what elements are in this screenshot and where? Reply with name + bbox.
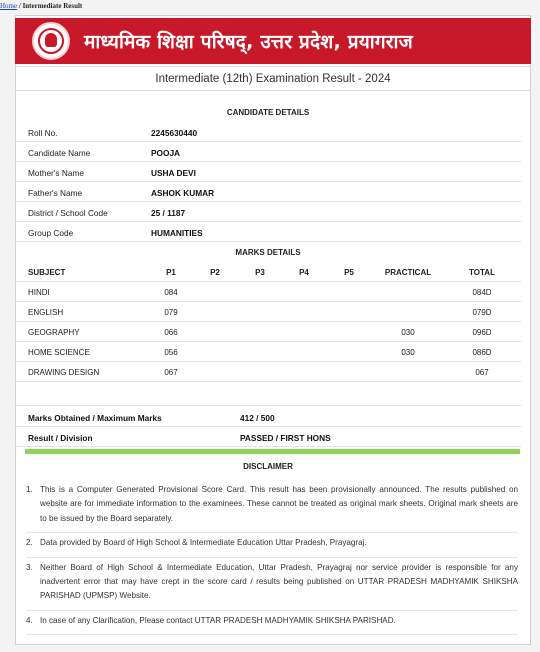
mark-p1: 066 xyxy=(164,328,178,337)
subject-name: DRAWING DESIGN xyxy=(28,368,100,377)
disclaimer-text: This is a Computer Generated Provisional Score Card. This result has been provisionally announced. The results published on website are for immediate information to the examinees. These cannot be treated as original mark sheets. Original mark sheets are to be issued by the Board separately. xyxy=(40,485,518,523)
disclaimer-heading: DISCLAIMER xyxy=(243,462,293,471)
disclaimer-text: In case of any Clarification, Please contact UTTAR PRADESH MADHYAMIK SHIKSHA PARISHAD. xyxy=(40,615,396,625)
disclaimer-text: Data provided by Board of High School & Intermediate Education Uttar Pradesh, Prayagraj. xyxy=(40,538,367,548)
breadcrumb xyxy=(0,2,82,10)
board-header-banner xyxy=(15,18,531,64)
disclaimer-text: Neither Board of High School & Intermediate Education, Uttar Pradesh, Prayagraj nor service provider is responsible for any inadvertent error that may have crept in the score card / results being published on UTTAR PRADESH MADHYAMIK SHIKSHA PARISHAD (UPMSP) Website. xyxy=(40,562,518,601)
col-header-subject: SUBJECT xyxy=(28,268,66,277)
disclaimer-number: 2. xyxy=(26,538,33,548)
col-header-total: TOTAL xyxy=(469,268,495,277)
field-label: Group Code xyxy=(28,228,74,238)
mark-total: 067 xyxy=(475,368,489,377)
breadcrumb-current: Intermediate Result xyxy=(22,2,83,10)
field-value: HUMANITIES xyxy=(151,228,203,238)
divider-bar xyxy=(25,449,520,454)
mark-p1: 079 xyxy=(164,308,178,317)
mark-total: 086D xyxy=(472,348,492,357)
candidate-row-name xyxy=(15,142,521,162)
marks-row-hindi xyxy=(15,282,521,302)
disclaimer-item xyxy=(26,613,518,635)
field-value: 2245630440 xyxy=(151,128,198,138)
mark-practical: 030 xyxy=(401,348,415,357)
marks-obtained-value: 412 / 500 xyxy=(240,413,275,423)
subject-name: HINDI xyxy=(28,288,50,297)
field-label: Candidate Name xyxy=(28,148,91,158)
marks-row-geography xyxy=(15,322,521,342)
disclaimer-number: 4. xyxy=(26,615,33,625)
board-seal-logo xyxy=(32,22,70,60)
disclaimer-item xyxy=(26,482,518,533)
disclaimer-item xyxy=(26,560,518,611)
field-value: POOJA xyxy=(151,148,181,158)
candidate-row-father xyxy=(15,182,521,202)
disclaimer-number: 1. xyxy=(26,485,33,494)
field-label: Mother's Name xyxy=(28,168,84,178)
col-header-p5: P5 xyxy=(344,268,354,277)
col-header-p4: P4 xyxy=(299,268,309,277)
marks-row-home-science xyxy=(15,342,521,362)
breadcrumb-separator: / xyxy=(17,2,23,10)
col-header-p1: P1 xyxy=(166,268,176,277)
subject-name: HOME SCIENCE xyxy=(28,348,90,357)
marks-details-heading: MARKS DETAILS xyxy=(235,248,301,257)
result-division-value: PASSED / FIRST HONS xyxy=(240,433,331,443)
disclaimer-item xyxy=(26,535,518,557)
mark-p1: 084 xyxy=(164,288,178,297)
candidate-row-roll-no xyxy=(15,122,521,142)
col-header-p2: P2 xyxy=(210,268,220,277)
marks-obtained-label: Marks Obtained / Maximum Marks xyxy=(28,413,162,423)
mark-p1: 056 xyxy=(164,348,178,357)
field-label: Roll No. xyxy=(28,128,58,138)
field-value: ASHOK KUMAR xyxy=(151,188,215,198)
marks-row-drawing-design xyxy=(15,362,521,382)
field-label: Father's Name xyxy=(28,188,83,198)
board-title: माध्यमिक शिक्षा परिषद्, उत्तर प्रदेश, प्रयागराज xyxy=(84,31,413,53)
result-division-label: Result / Division xyxy=(28,433,93,443)
marks-spacer-row xyxy=(15,382,521,406)
subject-name: ENGLISH xyxy=(28,308,64,317)
candidate-row-mother xyxy=(15,162,521,182)
field-value: USHA DEVI xyxy=(151,168,196,178)
mark-total: 096D xyxy=(472,328,492,337)
mark-total: 079D xyxy=(472,308,492,317)
mark-p1: 067 xyxy=(164,368,178,377)
field-label: District / School Code xyxy=(28,208,108,218)
marks-header-row xyxy=(15,262,521,282)
disclaimer-number: 3. xyxy=(26,562,33,572)
candidate-row-district-school xyxy=(15,202,521,222)
col-header-practical: PRACTICAL xyxy=(384,268,432,277)
breadcrumb-home-link[interactable]: Home xyxy=(0,2,18,10)
mark-practical: 030 xyxy=(401,328,415,337)
subject-name: GEOGRAPHY xyxy=(28,328,80,337)
result-division-row xyxy=(15,427,521,447)
candidate-details-heading: CANDIDATE DETAILS xyxy=(226,108,310,117)
candidate-row-group-code xyxy=(15,222,521,242)
disclaimer-list xyxy=(26,482,518,637)
col-header-p3: P3 xyxy=(255,268,265,277)
mark-total: 084D xyxy=(472,288,492,297)
marks-row-english xyxy=(15,302,521,322)
field-value: 25 / 1187 xyxy=(151,208,186,218)
marks-obtained-row xyxy=(15,407,521,427)
exam-title: Intermediate (12th) Examination Result - 2024 xyxy=(15,66,531,91)
